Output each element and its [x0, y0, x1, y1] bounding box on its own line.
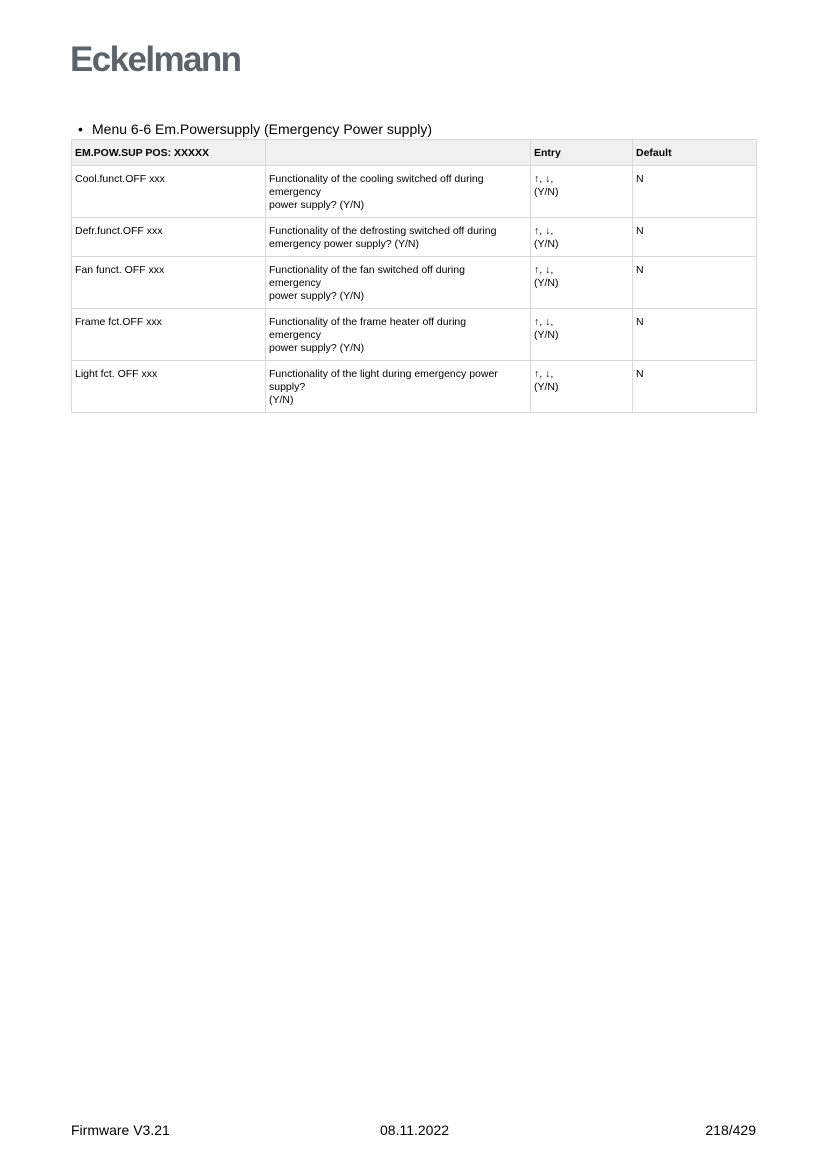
row-description: Functionality of the fan switched off during emergency power supply? (Y/N): [266, 257, 531, 309]
header-default: Default: [633, 140, 757, 166]
table-row: [72, 361, 757, 413]
row-entry: ↑, ↓, (Y/N): [531, 361, 633, 413]
row-description: Functionality of the frame heater off during emergency power supply? (Y/N): [266, 309, 531, 361]
row-description: Functionality of the cooling switched off during emergency power supply? (Y/N): [266, 166, 531, 218]
company-logo: Eckelmann: [70, 40, 241, 79]
row-entry: ↑, ↓, (Y/N): [531, 257, 633, 309]
parameter-table: [71, 139, 757, 413]
row-description: Functionality of the light during emergency power supply? (Y/N): [266, 361, 531, 413]
footer-date: 08.11.2022: [380, 1122, 450, 1138]
row-default: N: [633, 166, 757, 218]
row-default: N: [633, 257, 757, 309]
row-parameter: Frame fct.OFF xxx: [72, 309, 266, 361]
table-header-row: [72, 140, 757, 166]
header-entry: Entry: [531, 140, 633, 166]
footer-page-number: 218/429: [705, 1122, 756, 1138]
row-parameter: Light fct. OFF xxx: [72, 361, 266, 413]
row-default: N: [633, 309, 757, 361]
row-default: N: [633, 361, 757, 413]
section-heading-text: Menu 6-6 Em.Powersupply (Emergency Power supply): [92, 121, 433, 137]
row-description: Functionality of the defrosting switched off during emergency power supply? (Y/N): [266, 218, 531, 257]
table-row: [72, 166, 757, 218]
header-description: [266, 140, 531, 166]
bullet-icon: •: [78, 121, 83, 137]
row-parameter: Defr.funct.OFF xxx: [72, 218, 266, 257]
table-row: [72, 309, 757, 361]
table-row: [72, 218, 757, 257]
row-entry: ↑, ↓, (Y/N): [531, 166, 633, 218]
row-default: N: [633, 218, 757, 257]
row-parameter: Cool.funct.OFF xxx: [72, 166, 266, 218]
row-parameter: Fan funct. OFF xxx: [72, 257, 266, 309]
table-row: [72, 257, 757, 309]
section-heading: [78, 120, 432, 138]
header-parameter: EM.POW.SUP POS: XXXXX: [72, 140, 266, 166]
row-entry: ↑, ↓, (Y/N): [531, 309, 633, 361]
footer-firmware: Firmware V3.21: [71, 1122, 170, 1138]
row-entry: ↑, ↓, (Y/N): [531, 218, 633, 257]
